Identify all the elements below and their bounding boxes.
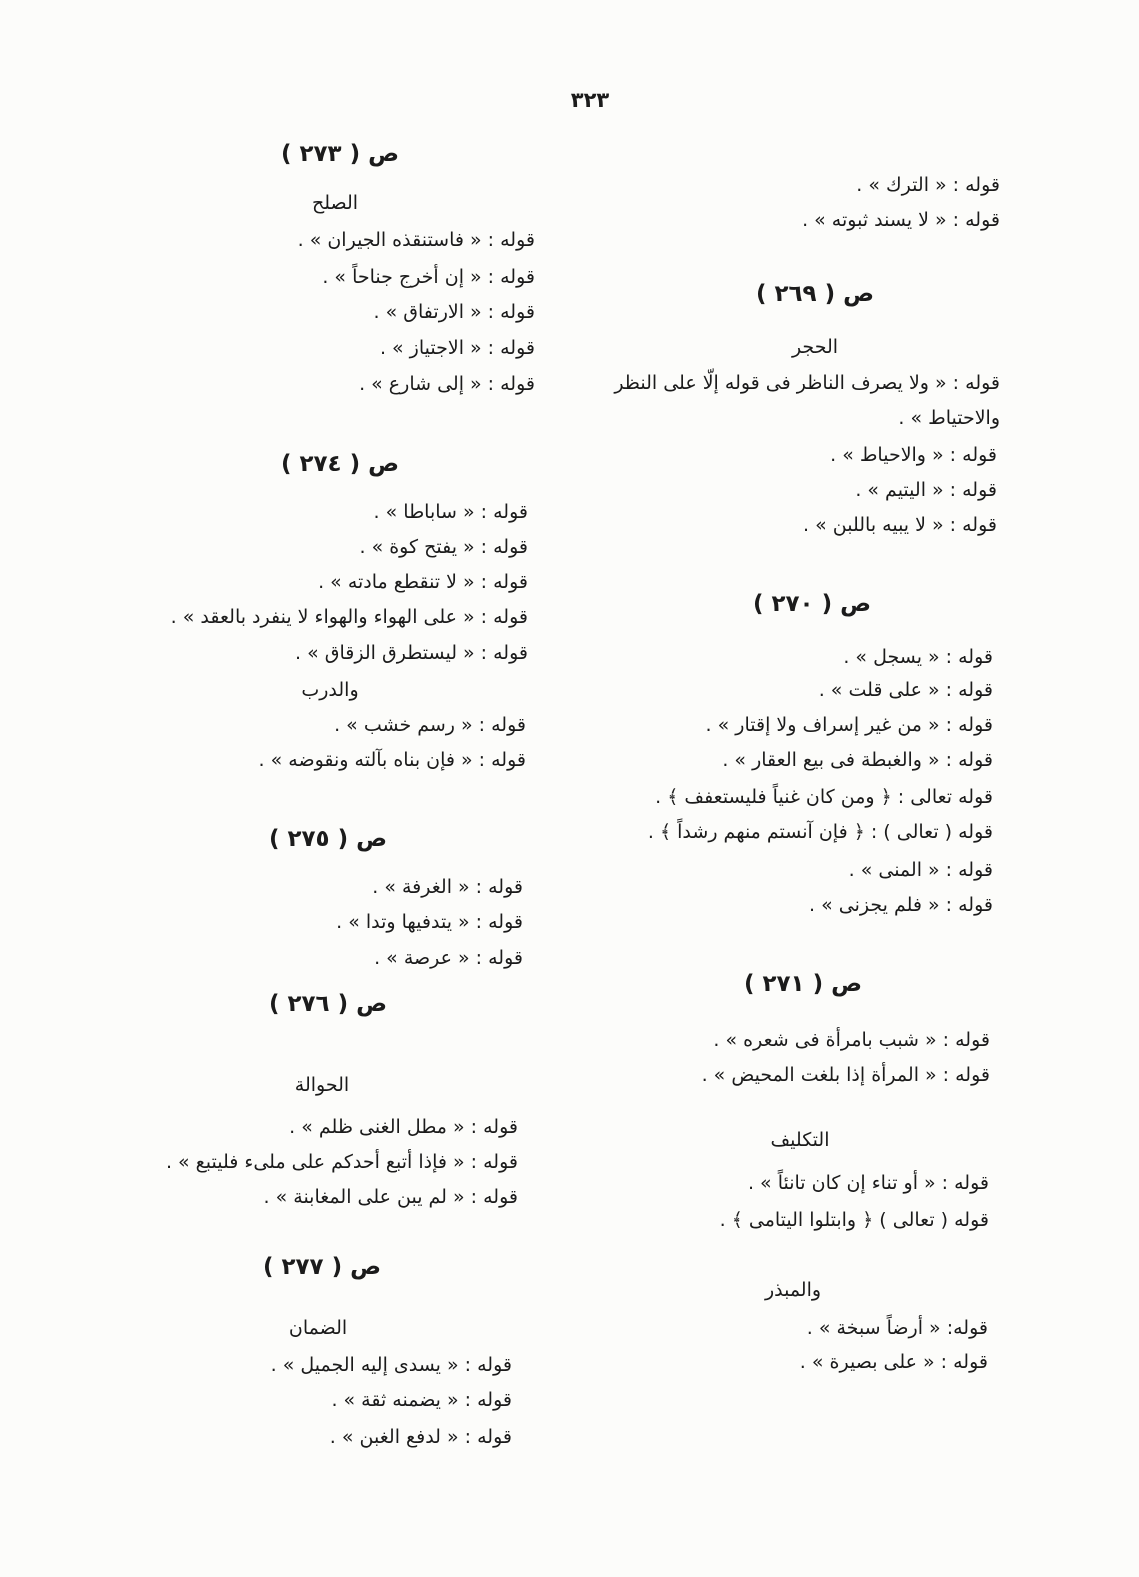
chapter-title: التكليف: [770, 1129, 830, 1151]
entry-line: قوله : « على الهواء والهواء لا ينفرد بالعقد » .: [170, 606, 528, 628]
entry-line: قوله : « والغبطة فى بيع العقار » .: [722, 749, 993, 771]
entry-line: قوله ( تعالى ) ﴿ وابتلوا اليتامى ﴾ .: [719, 1209, 989, 1231]
entry-line: قوله : « لا يسند ثبوته » .: [802, 209, 1000, 231]
entry-line: قوله : « اليتيم » .: [855, 479, 997, 501]
entry-line: قوله : « يسدى إليه الجميل » .: [270, 1354, 512, 1376]
entry-line: قوله : « ليستطرق الزقاق » .: [295, 642, 528, 664]
entry-line: قوله : « على قلت » .: [818, 679, 993, 701]
entry-line: قوله : « عرصة » .: [374, 947, 523, 969]
entry-line: قوله : « إلى شارع » .: [359, 373, 535, 395]
chapter-title: الحجر: [791, 336, 839, 358]
section-heading: ص ( ٢٦٩ ): [755, 281, 875, 307]
section-heading: ص ( ٢٧١ ): [743, 971, 863, 997]
chapter-title: والمبذر: [764, 1279, 822, 1301]
entry-line: قوله : « يفتح كوة » .: [359, 536, 528, 558]
entry-line: قوله : « يضمنه ثقة » .: [331, 1389, 512, 1411]
entry-line: قوله : « والاحياط » .: [830, 444, 997, 466]
chapter-title: الحوالة: [294, 1074, 350, 1096]
entry-line: قوله : « ساباطا » .: [373, 501, 528, 523]
chapter-title: الضمان: [288, 1317, 348, 1339]
section-heading: ص ( ٢٧٤ ): [280, 451, 400, 477]
entry-line: قوله : « الترك » .: [856, 174, 1000, 196]
entry-line: قوله ( تعالى ) : ﴿ فإن آنستم منهم رشداً ﴾ .: [647, 821, 993, 843]
entry-line: قوله تعالى : ﴿ ومن كان غنياً فليستعفف ﴾ .: [655, 786, 993, 808]
entry-line: قوله : « على بصيرة » .: [799, 1351, 988, 1373]
section-heading: ص ( ٢٧٧ ): [262, 1254, 382, 1280]
entry-line: قوله : « الغرفة » .: [372, 876, 523, 898]
entry-line: قوله : « المنى » .: [848, 859, 993, 881]
section-heading: ص ( ٢٧٦ ): [268, 991, 388, 1017]
entry-line: قوله : « المرأة إذا بلغت المحيض » .: [701, 1064, 990, 1086]
chapter-title: والدرب: [301, 679, 359, 701]
entry-line: قوله : « الارتفاق » .: [373, 301, 535, 323]
entry-line: قوله : « لم يبن على المغابنة » .: [263, 1186, 518, 1208]
entry-line: قوله : « يتدفيها وتدا » .: [336, 911, 523, 933]
entry-line: قوله : « مطل الغنى ظلم » .: [289, 1116, 518, 1138]
entry-line: قوله : « لا يبيه باللبن » .: [803, 514, 997, 536]
entry-line: قوله : « رسم خشب » .: [334, 714, 526, 736]
entry-line: قوله : « ولا يصرف الناظر فى قوله إلّا على النظر: [614, 372, 1000, 394]
entry-line: قوله : « شبب بامرأة فى شعره » .: [713, 1029, 990, 1051]
entry-line: والاحتياط » .: [898, 407, 1000, 429]
entry-line: قوله : « الاجتياز » .: [379, 337, 535, 359]
entry-line: قوله : « لدفع الغبن » .: [329, 1426, 512, 1448]
section-heading: ص ( ٢٧٣ ): [280, 141, 400, 167]
entry-line: قوله : « فاستنقذه الجيران » .: [297, 229, 535, 251]
entry-line: قوله : « من غير إسراف ولا إقتار » .: [705, 714, 993, 736]
section-heading: ص ( ٢٧٠ ): [752, 591, 872, 617]
page-number: ٣٢٣: [570, 88, 610, 112]
section-heading: ص ( ٢٧٥ ): [268, 826, 388, 852]
chapter-title: الصلح: [311, 192, 359, 214]
entry-line: قوله : « فإذا أتبع أحدكم على ملىء فليتبع » .: [165, 1151, 518, 1173]
entry-line: قوله : « فإن بناه بآلته ونقوضه » .: [258, 749, 526, 771]
entry-line: قوله: « أرضاً سبخة » .: [806, 1317, 988, 1339]
entry-line: قوله : « إن أخرج جناحاً » .: [322, 266, 535, 288]
entry-line: قوله : « فلم يجزنى » .: [809, 894, 993, 916]
entry-line: قوله : « أو تناء إن كان تانئاً » .: [747, 1172, 989, 1194]
entry-line: قوله : « يسجل » .: [843, 646, 993, 668]
entry-line: قوله : « لا تنقطع مادته » .: [318, 571, 528, 593]
